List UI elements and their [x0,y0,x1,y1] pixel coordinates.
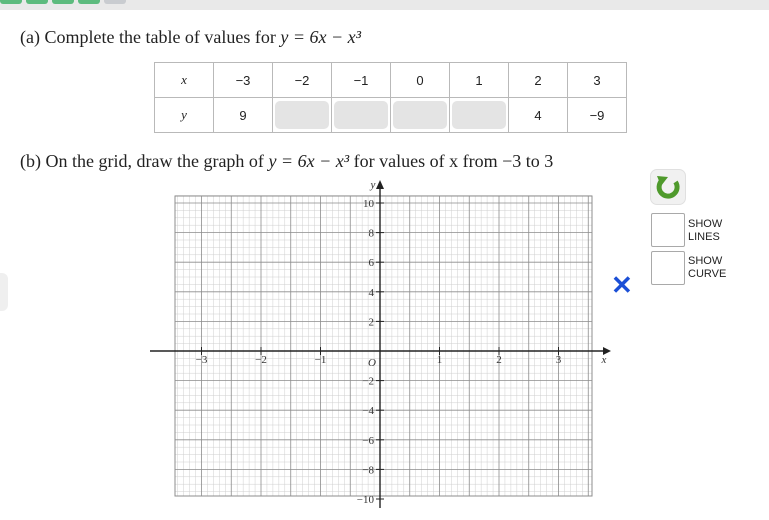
y-value: −9 [568,98,627,133]
y-tick-label: 2 [368,316,374,329]
y-header: y [155,98,214,133]
x-value: −1 [332,63,391,98]
y-value: 4 [509,98,568,133]
x-value: 3 [568,63,627,98]
y-tick-label: −6 [362,434,374,447]
x-axis-label: x [601,354,607,366]
y-tick-label: −4 [362,405,374,418]
x-tick-label: −3 [195,354,208,366]
close-icon[interactable]: ✕ [611,270,633,300]
question-b-label: (b) On the grid, draw the graph of [20,151,264,171]
question-a-equation: y = 6x − x³ [280,27,362,47]
x-value: 1 [450,63,509,98]
show-lines-label-line1: SHOW [688,218,723,230]
show-curve-label [688,255,748,281]
y-axis-arrow [376,180,384,189]
y-tick-label: 4 [368,286,374,299]
x-tick-label: 1 [436,354,443,366]
show-lines-label-line2: LINES [688,231,720,243]
reset-button[interactable] [650,169,686,205]
x-tick-label: −2 [255,354,267,366]
grid-border [175,196,592,496]
x-value: −2 [273,63,332,98]
question-a-label: (a) Complete the table of values for [20,27,276,47]
y-tick-label: −10 [356,494,374,506]
y-value: 9 [214,98,273,133]
show-lines-checkbox[interactable] [651,213,685,247]
show-curve-checkbox[interactable] [651,251,685,285]
y-axis-label: y [370,179,376,191]
x-tick-label: −1 [314,354,327,366]
x-value: 2 [509,63,568,98]
tick-labels [196,179,607,506]
y-tick-label: 8 [368,227,374,240]
show-curve-label-line2: CURVE [688,268,727,280]
show-lines-label [688,218,748,244]
y-tick-label: −2 [362,375,374,388]
x-header: x [155,63,214,98]
x-tick-label: 3 [555,354,562,366]
x-tick-label: 2 [496,354,502,366]
origin-label: O [368,357,376,369]
y-tick-label: 10 [363,198,374,210]
show-curve-label-line1: SHOW [688,255,723,267]
refresh-icon [651,170,685,204]
grid-major-lines [175,196,592,496]
y-tick-label: −8 [362,464,374,477]
grid-minor-lines [175,196,592,496]
y-tick-label: 6 [368,257,374,270]
x-value: −3 [214,63,273,98]
question-b-equation: y = 6x − x³ [268,151,350,171]
x-value: 0 [391,63,450,98]
question-b-suffix: for values of x from −3 to 3 [353,151,554,171]
